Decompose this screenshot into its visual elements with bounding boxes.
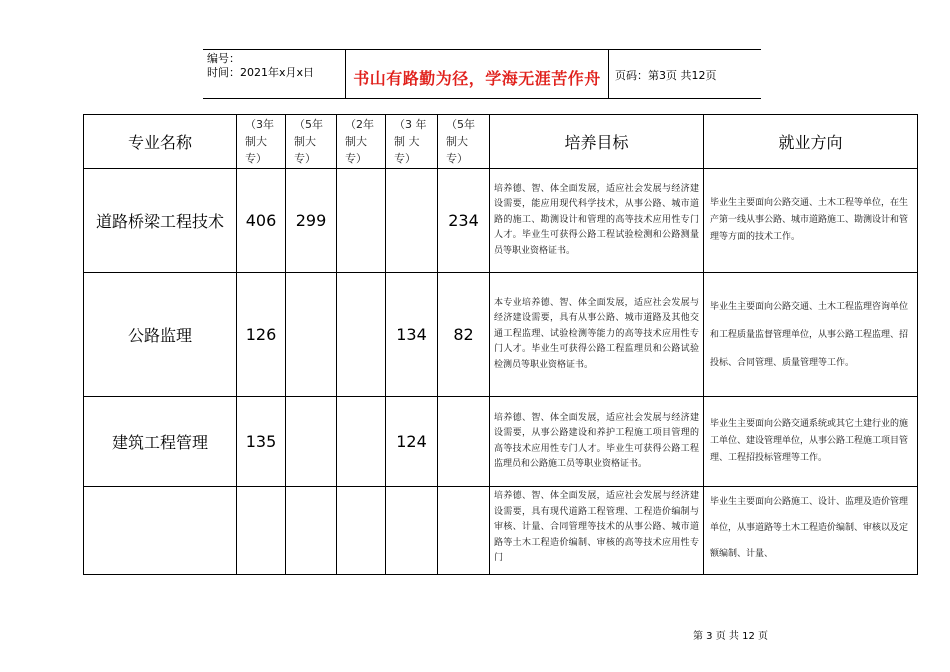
count-5yr-b: 234 xyxy=(438,169,490,273)
count-3yr: 126 xyxy=(237,273,286,397)
count-5yr-b xyxy=(438,397,490,487)
majors-table xyxy=(83,114,918,575)
page-footer: 第 3 页 共 12 页 xyxy=(693,631,768,642)
training-goal: 培养德、智、体全面发展，适应社会发展与经济建设需要，从事公路建设和养护工程施工项目管理的高等技术应用性专门人才。毕业生可获得公路工程监理员和公路施工员等职业资格证书。 xyxy=(490,397,704,487)
header-direction: 就业方向 xyxy=(704,115,918,169)
header-meta xyxy=(203,50,346,98)
major-name: 建筑工程管理 xyxy=(84,397,237,487)
table-row xyxy=(84,169,918,273)
major-name xyxy=(84,487,237,575)
table-row xyxy=(84,273,918,397)
date-label: 时间：2021年x月x日 xyxy=(207,66,315,79)
header-page-cell xyxy=(609,50,761,98)
major-name: 道路桥梁工程技术 xyxy=(84,169,237,273)
header-5yr: （5年 制大 专） xyxy=(286,115,337,169)
count-3yr: 406 xyxy=(237,169,286,273)
page-label: 页码：第3页 共12页 xyxy=(615,69,717,82)
count-3yr-b xyxy=(386,487,438,575)
count-3yr-b: 124 xyxy=(386,397,438,487)
count-2yr xyxy=(337,273,386,397)
header-2yr: （2年 制大 专） xyxy=(337,115,386,169)
training-goal: 本专业培养德、智、体全面发展，适应社会发展与经济建设需要，具有从事公路、城市道路及其他交通工程监理、试验检测等能力的高等技术应用性专门人才。毕业生可获得公路工程监理员和公路试验检测员等职业资格证书。 xyxy=(490,273,704,397)
employment-direction: 毕业生主要面向公路施工、设计、监理及造价管理单位，从事道路等土木工程造价编制、审核以及定额编制、计量、 xyxy=(704,487,918,575)
count-3yr: 135 xyxy=(237,397,286,487)
header-5yr-b: （5年 制大 专） xyxy=(438,115,490,169)
count-5yr-b: 82 xyxy=(438,273,490,397)
training-goal: 培养德、智、体全面发展，适应社会发展与经济建设需要，能应用现代科学技术，从事公路、城市道路的施工、勘测设计和管理的高等技术应用性专门人才。毕业生可获得公路工程试验检测和公路测量员等职业资格证书。 xyxy=(490,169,704,273)
count-5yr xyxy=(286,273,337,397)
header-3yr-b: （3 年 制 大 专） xyxy=(386,115,438,169)
table-header-row xyxy=(84,115,918,169)
count-5yr xyxy=(286,397,337,487)
table-row xyxy=(84,487,918,575)
training-goal: 培养德、智、体全面发展，适应社会发展与经济建设需要，具有现代道路工程管理、工程造价编制与审核、计量、合同管理等技术的从事公路、城市道路等土木工程造价编制、审核的高等技术应用性专门 xyxy=(490,487,704,575)
code-label: 编号： xyxy=(207,52,240,65)
header-name: 专业名称 xyxy=(84,115,237,169)
motto: 书山有路勤为径，学海无涯苦作舟 xyxy=(353,69,601,88)
header-motto-cell xyxy=(346,50,609,98)
count-2yr xyxy=(337,487,386,575)
table-row xyxy=(84,397,918,487)
count-3yr xyxy=(237,487,286,575)
header-3yr: （3年 制大 专） xyxy=(237,115,286,169)
count-2yr xyxy=(337,169,386,273)
employment-direction: 毕业生主要面向公路交通、土木工程监理咨询单位和工程质量监督管理单位，从事公路工程监理、招投标、合同管理、质量管理等工作。 xyxy=(704,273,918,397)
employment-direction: 毕业生主要面向公路交通系统或其它土建行业的施工单位、建设管理单位，从事公路工程施工项目管理、工程招投标管理等工作。 xyxy=(704,397,918,487)
count-5yr: 299 xyxy=(286,169,337,273)
count-3yr-b xyxy=(386,169,438,273)
header-goal: 培养目标 xyxy=(490,115,704,169)
employment-direction: 毕业生主要面向公路交通、土木工程等单位，在生产第一线从事公路、城市道路施工、勘测设计和管理等方面的技术工作。 xyxy=(704,169,918,273)
major-name: 公路监理 xyxy=(84,273,237,397)
count-3yr-b: 134 xyxy=(386,273,438,397)
count-5yr xyxy=(286,487,337,575)
count-2yr xyxy=(337,397,386,487)
count-5yr-b xyxy=(438,487,490,575)
page-header xyxy=(203,49,761,99)
